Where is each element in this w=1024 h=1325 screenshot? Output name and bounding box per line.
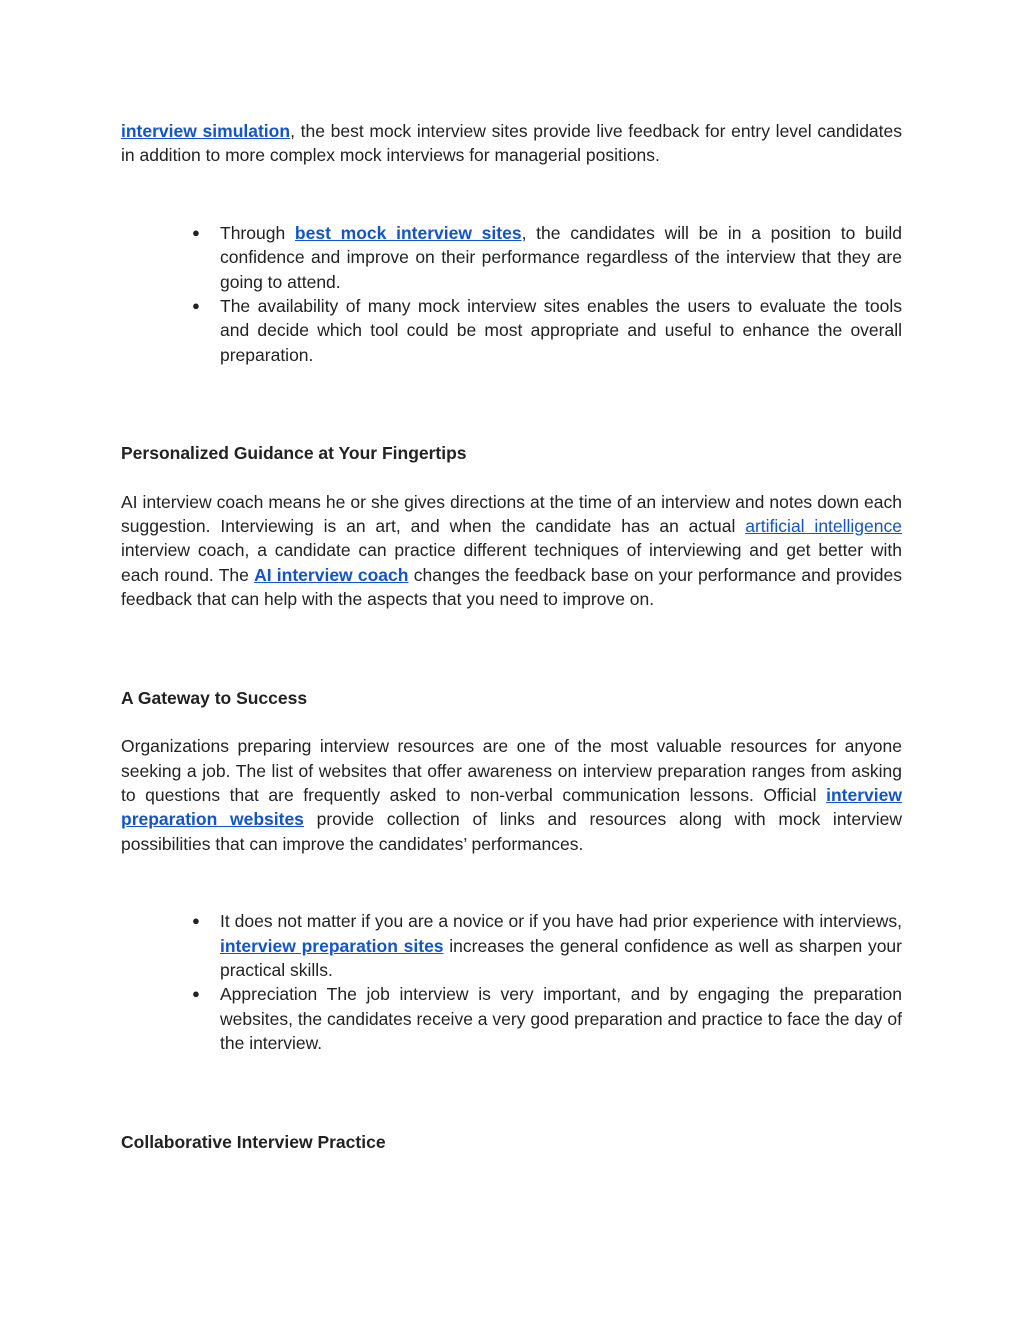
section-heading-personalized-guidance: Personalized Guidance at Your Fingertips xyxy=(121,443,467,464)
bullet-icon: ● xyxy=(192,224,200,240)
bullet-icon: ● xyxy=(192,298,200,314)
intro-text: , the best mock interview sites provide live feedback for entry level candidates in addition to more complex mock interviews for managerial positions. xyxy=(121,121,902,166)
bullet-list-2 xyxy=(121,909,902,1055)
bullet-list-1 xyxy=(121,221,902,367)
interview-preparation-websites-link[interactable]: interview preparation websites xyxy=(121,784,902,830)
ai-interview-coach-link[interactable]: AI interview coach xyxy=(254,564,409,585)
bullet-icon: ● xyxy=(192,986,200,1002)
bullet-icon: ● xyxy=(192,913,200,929)
interview-simulation-link[interactable]: interview simulation xyxy=(121,121,291,141)
list-item: ● Appreciation The job interview is very important, and by engaging the preparation websites, the candidates receive a very good preparation and practice to face the day of the interview. xyxy=(192,984,902,1054)
section-heading-collaborative: Collaborative Interview Practice xyxy=(121,1131,386,1152)
interview-preparation-sites-link[interactable]: interview preparation sites xyxy=(220,935,444,956)
list-item: ● It does not matter if you are a novice or if you have had prior experience with interviews, interview preparation sites increases the general confidence as well as sharpen your practical skills. xyxy=(192,911,902,980)
section-paragraph: Organizations preparing interview resources are one of the most valuable resources for anyone seeking a job. The list of websites that offer awareness on interview preparation ranges from asking to questions that are frequently asked to non-verbal communication lessons. Official interview preparation websites provide collection of links and resources along with mock interview possibilities that can improve the candidates’ performances. xyxy=(121,736,902,854)
section-heading-gateway: A Gateway to Success xyxy=(121,687,308,708)
list-item: ● Through best mock interview sites, the candidates will be in a position to build confidence and improve on their performance regardless of the interview that they are going to attend. xyxy=(192,222,903,292)
intro-paragraph xyxy=(121,119,902,168)
list-item: ● The availability of many mock interview sites enables the users to evaluate the tools and decide which tool could be most appropriate and useful to enhance the overall preparation. xyxy=(192,296,902,365)
section-paragraph: AI interview coach means he or she gives directions at the time of an interview and notes down each suggestion. Interviewing is an art, and when the candidate has an actual artificial intelligence interview coach, a candidate can practice different techniques of interviewing and get better with each round. The AI interview coach changes the feedback base on your performance and provides feedback that can help with the aspects that you need to improve on. xyxy=(121,491,902,610)
best-mock-interview-sites-link[interactable]: best mock interview sites xyxy=(294,222,522,243)
artificial-intelligence-link[interactable]: artificial intelligence xyxy=(745,516,902,537)
document-body xyxy=(121,119,902,1154)
